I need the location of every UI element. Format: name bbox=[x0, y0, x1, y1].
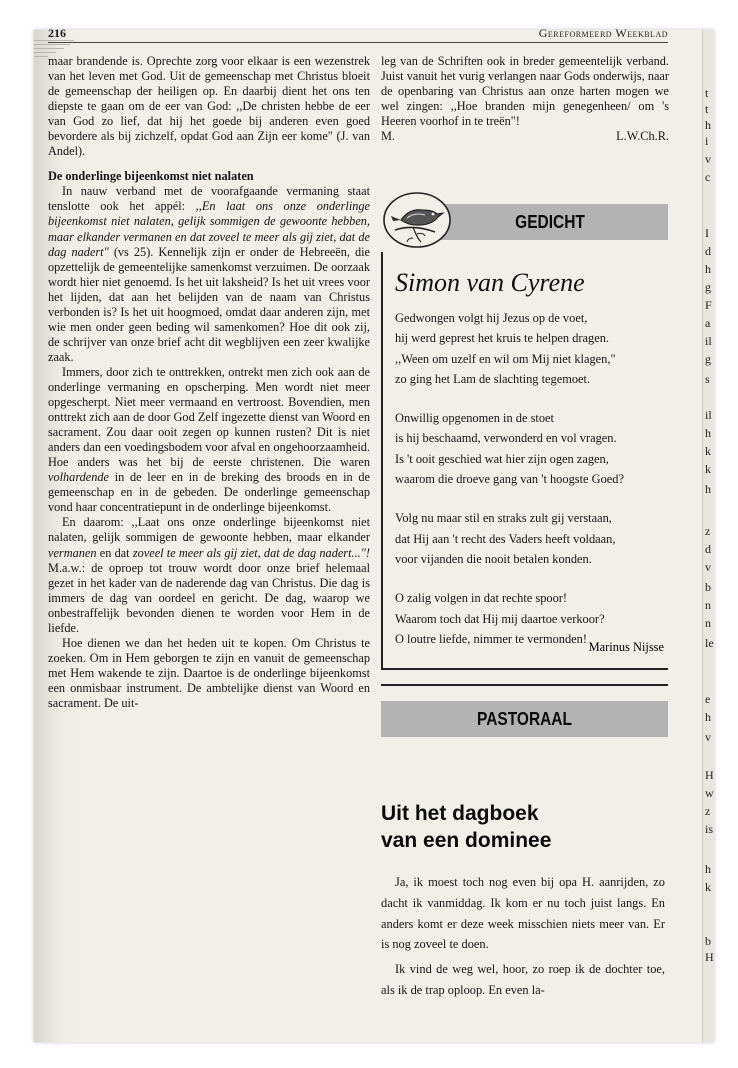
poem-title: Simon van Cyrene bbox=[395, 268, 585, 297]
poem-stanza: Volg nu maar stil en straks zult gij verstaan, dat Hij aan 't recht des Vaders heeft voldaan, voor vijanden die nooit betalen konden. bbox=[395, 511, 616, 566]
edge-letter: il bbox=[705, 334, 712, 348]
page-number: 216 bbox=[48, 26, 66, 40]
section-subheading: De onderlinge bijeenkomst niet nalaten bbox=[48, 169, 254, 184]
edge-letter: is bbox=[705, 822, 714, 836]
article-body bbox=[381, 872, 665, 1001]
paragraph: Ik vind de weg wel, hoor, zo roep ik de dochter toe, als ik de trap oploop. En even la- bbox=[381, 962, 665, 997]
poem-stanza: O zalig volgen in dat rechte spoor! Waarom toch dat Hij mij daartoe verkoor? O loutre liefde, nimmer te vermonden! bbox=[395, 591, 605, 646]
edge-letter: a bbox=[705, 316, 711, 330]
poem-stanza: Gedwongen volgt hij Jezus op de voet, hij werd geprest het kruis te helpen dragen. ,,Ween om uzelf en wil om Mij niet klagen," zo ging het Lam de slachting tegemoet. bbox=[395, 311, 616, 386]
signature-initial: M. bbox=[381, 129, 396, 144]
poem-author: Marinus Nijsse bbox=[588, 640, 664, 654]
edge-letter: i bbox=[705, 134, 709, 148]
edge-letter: e bbox=[705, 692, 711, 706]
edge-letter: h bbox=[705, 710, 711, 724]
signature-author: L.W.Ch.R. bbox=[616, 129, 669, 144]
signature bbox=[381, 129, 669, 144]
edge-letter: g bbox=[705, 352, 711, 366]
edge-letter: b bbox=[705, 580, 711, 594]
edge-letter: t bbox=[705, 102, 709, 116]
edge-letter: v bbox=[705, 560, 711, 574]
edge-letter: le bbox=[705, 636, 714, 650]
paragraph: Immers, door zich te onttrekken, ontrekt men zich ook aan de onderlinge vermaning en opscherping. Men wordt niet meer opgescherpt. Niet meer vermaand en vertroost. Bovendien, men onttrekt zich aan de door God Zelf ingezette dienst van Woord en sacrament. Zou daar ooit zegen op kunnen rusten? Dit is niet anders dan een voedingsbodem voor afval en ongehoorzaamheid. Hoe anders was het bij de eerste christenen. Die waren volhardende in de leer en in de breking des broods en in de gemeenschap en in de gebeden. De onderlinge gemeenschap vond haar concentratiepunt in de onderlinge bijeenkomst. bbox=[48, 364, 370, 515]
header-rule bbox=[48, 42, 668, 43]
edge-letter: b bbox=[705, 934, 711, 948]
gedicht-banner bbox=[432, 204, 668, 240]
edge-letter: H bbox=[705, 768, 714, 782]
edge-letter: h bbox=[705, 118, 711, 132]
section-rule bbox=[381, 684, 668, 686]
poem-box bbox=[381, 252, 668, 670]
banner-label: GEDICHT bbox=[515, 211, 585, 232]
edge-letter: t bbox=[705, 86, 709, 100]
bird-icon bbox=[383, 190, 455, 250]
edge-letter: w bbox=[705, 786, 714, 800]
paragraph: maar brandende is. Oprechte zorg voor elkaar is een wezenstrek van het leven met God. Uit de gemeenschap met Christus bloeit de gemeenschap der heiligen op. En daarbij dient het ons ten diepste te gaan om de eer van God: ,,De christen hebbe de eer van God zo lief, dat hij het goede bij anderen even goed bevordere als bij zichzelf, opdat God aan Zijn eer kome" (J. van Andel). bbox=[48, 54, 370, 159]
pastoraal-banner bbox=[381, 701, 668, 737]
edge-letter: F bbox=[705, 298, 712, 312]
edge-letter: H bbox=[705, 950, 714, 964]
edge-letter: g bbox=[705, 280, 711, 294]
running-header bbox=[48, 26, 668, 40]
right-column-top bbox=[381, 54, 669, 144]
paragraph: En daarom: ,,Laat ons onze onderlinge bijeenkomst niet nalaten, gelijk sommigen de gewoonte hebben, maar elkander vermanen en dat zoveel te meer als gij ziet, dat de dag nadert..."! M.a.w.: de oproep tot trouw wordt door onze brief helemaal gezet in het kader van de naderende dag van Christus. Die dag is immers de dag van oordeel en gericht. De dag, waarop we onbestraffelijk bevonden dienen te worden voor Hem in de liefde. bbox=[48, 515, 370, 635]
edge-letter: k bbox=[705, 444, 711, 458]
edge-letter: v bbox=[705, 730, 711, 744]
left-column bbox=[48, 54, 370, 711]
article-title: Uit het dagboek van een dominee bbox=[381, 802, 552, 852]
paragraph: In nauw verband met de voorafgaande vermaning staat tenslotte ook het appél: ,,En laat ons onze onderlinge bijeenkomst niet nalaten, gelijk sommigen de gewoonte hebben, maar elkander vermanen en dat zoveel te meer als gij ziet, dat de dag nadert" (vs 25). Kennelijk zijn er onder de Hebreeën, die opzettelijk de gemeentelijke samenkomst verzuimen. De oorzaak wordt hier niet genoemd. Is het uit laksheid? Is het uit vrees voor het lijden, dat aan het belijden van de naam van Christus verbonden is? Is het uit hoogmoed, omdat daar anderen zijn, met wie men onder geen beding wil samenkomen? Hoe dit ook zij, de schrijver van onze brief acht dit wegblijven een zeer kwalijke zaak. bbox=[48, 184, 370, 364]
next-page-edge bbox=[702, 30, 714, 1042]
edge-letter: il bbox=[705, 408, 712, 422]
edge-letter: n bbox=[705, 598, 711, 612]
edge-letter: k bbox=[705, 880, 711, 894]
edge-letter: I bbox=[705, 226, 709, 240]
poem-text bbox=[395, 308, 669, 668]
edge-letter: s bbox=[705, 372, 710, 386]
edge-letter: h bbox=[705, 482, 711, 496]
paragraph: Ja, ik moest toch nog even bij opa H. aanrijden, zo dacht ik vanmiddag. Ik kom er nu toch juist langs. En anders komt er deze week misschien niets meer van. Er is nog zoveel te doen. bbox=[381, 875, 665, 952]
edge-letter: h bbox=[705, 426, 711, 440]
paragraph: leg van de Schriften ook in breder gemeentelijk verband. Juist vanuit het vurig verlangen naar Gods onderwijs, naar de openbaring van Christus aan onze harten mogen we wel zingen: ,,Hoe branden mijn genegenheen/ om 's Heeren voorhof in te treën"! bbox=[381, 54, 669, 129]
paragraph: Hoe dienen we dan het heden uit te kopen. Om Christus te zoeken. Om in Hem geborgen te zijn en vanuit de gemeenschap met Hem wakende te zijn. Daartoe is de onderlinge bijeenkomst een onmisbaar instrument. De ambtelijke dienst van Woord en sacrament. De uit- bbox=[48, 635, 370, 710]
edge-letter: d bbox=[705, 542, 711, 556]
edge-letter: v bbox=[705, 152, 711, 166]
edge-letter: h bbox=[705, 262, 711, 276]
publication-title: Gereformeerd Weekblad bbox=[538, 26, 668, 40]
edge-letter: z bbox=[705, 524, 711, 538]
edge-letter: z bbox=[705, 804, 711, 818]
poem-stanza: Onwillig opgenomen in de stoet is hij beschaamd, verwonderd en vol vragen. Is 't ooit geschied wat hier zijn ogen zagen, waarom die droeve gang van 't hoogste Goed? bbox=[395, 411, 624, 487]
edge-letter: n bbox=[705, 616, 711, 630]
edge-letter: k bbox=[705, 462, 711, 476]
banner-label: PASTORAAL bbox=[477, 708, 572, 729]
edge-letter: d bbox=[705, 244, 711, 258]
edge-letter: h bbox=[705, 862, 711, 876]
edge-letter: c bbox=[705, 170, 711, 184]
